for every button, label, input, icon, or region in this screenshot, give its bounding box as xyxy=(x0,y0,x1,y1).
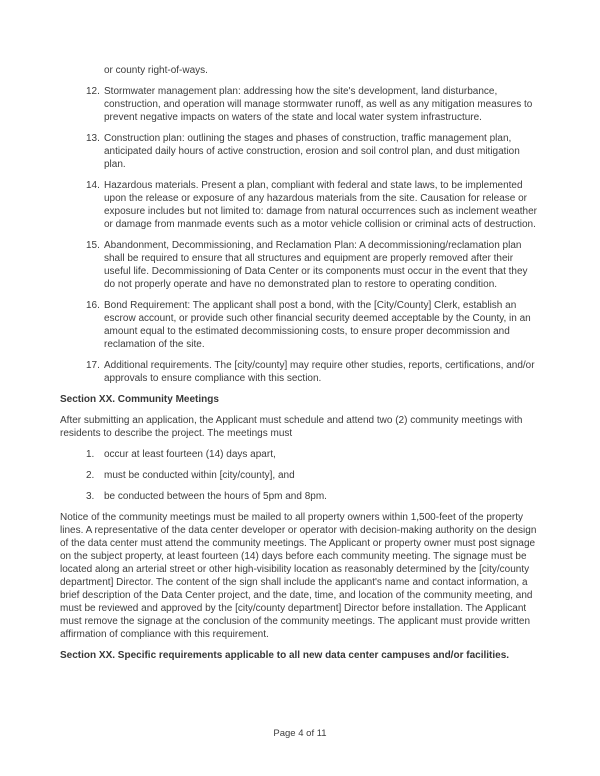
meeting-rule-1 xyxy=(60,448,538,461)
list-item-number: 3. xyxy=(86,491,95,502)
continuation-text: or county right-of-ways. xyxy=(104,65,208,76)
list-item-number: 12. xyxy=(86,86,100,97)
list-item-text: Hazardous materials. Present a plan, compliant with federal and state laws, to be implemented upon the release or exposure of any hazardous materials from the site. Causation for release or exposure includes but not limited to: damage from natural occurrences such as inclement weather or damage from manmade events such as a motor vehicle collision or criminal acts of destruction. xyxy=(104,180,538,230)
list-item-text: Stormwater management plan: addressing how the site's development, land disturbance, construction, and operation will manage stormwater runoff, as well as any mitigation measures to prevent negative impacts on waters of the state and local water system infrastructure. xyxy=(104,86,533,123)
list-item-14 xyxy=(60,179,538,231)
list-item-15 xyxy=(60,239,538,291)
list-item-text: must be conducted within [city/county], and xyxy=(104,470,295,481)
section-heading-community-meetings: Section XX. Community Meetings xyxy=(60,394,219,405)
list-item-12 xyxy=(60,85,538,124)
community-meetings-intro: After submitting an application, the Applicant must schedule and attend two (2) community meetings with residents to describe the project. The meetings must xyxy=(60,415,523,439)
list-item-number: 1. xyxy=(86,449,95,460)
list-item-16 xyxy=(60,299,538,351)
list-item-text: Construction plan: outlining the stages and phases of construction, traffic management plan, anticipated daily hours of active construction, erosion and soil control plan, and dust mitigation plan. xyxy=(104,133,520,170)
list-item-text: occur at least fourteen (14) days apart, xyxy=(104,449,276,460)
list-item-number: 2. xyxy=(86,470,95,481)
list-item-number: 13. xyxy=(86,133,100,144)
page-content xyxy=(60,64,538,670)
list-item-13 xyxy=(60,132,538,171)
list-item-text: be conducted between the hours of 5pm and 8pm. xyxy=(104,491,327,502)
list-item-number: 17. xyxy=(86,360,100,371)
section-heading-specific-requirements: Section XX. Specific requirements applicable to all new data center campuses and/or facilities. xyxy=(60,650,510,661)
list-item-text: Bond Requirement: The applicant shall post a bond, with the [City/County] Clerk, establish an escrow account, or provide such other financial security deemed acceptable by the County, in an amount equal to the estimated decommissioning costs, to ensure proper decommission and reclamation of the site. xyxy=(104,300,531,350)
meeting-rule-2 xyxy=(60,469,538,482)
list-item-text: Additional requirements. The [city/county] may require other studies, reports, certifications, and/or approvals to ensure compliance with this section. xyxy=(104,360,535,384)
list-item-number: 16. xyxy=(86,300,100,311)
list-item-17 xyxy=(60,359,538,385)
list-item-number: 14. xyxy=(86,180,100,191)
list-item-text: Abandonment, Decommissioning, and Reclamation Plan: A decommissioning/reclamation plan shall be required to ensure that all structures and equipment are properly removed after their useful life. Decommissioning of Data Center or its components must occur in the event that they do not properly operate and have no demonstrated plan to restore to operating condition. xyxy=(104,240,528,290)
community-meetings-notice-paragraph: Notice of the community meetings must be mailed to all property owners within 1,500-feet of the property lines. A representative of the data center developer or operator with decision-making authority on the design of the data center must attend the community meetings. The Applicant or property owner must post signage on the subject property, at least fourteen (14) days before each community meeting. The signage must be located along an arterial street or other high-visibility location as reasonably determined by the [city/county department] Director. The content of the sign shall include the applicant's name and contact information, a brief description of the Data Center project, and the date, time, and location of the community meeting, and must be reviewed and approved by the [city/county department] Director before installation. The Applicant must remove the signage at the conclusion of the community meetings. The applicant must provide written affirmation of compliance with this requirement. xyxy=(60,512,537,640)
meeting-rule-3 xyxy=(60,490,538,503)
page-number-footer: Page 4 of 11 xyxy=(273,728,327,739)
list-item-number: 15. xyxy=(86,240,100,251)
